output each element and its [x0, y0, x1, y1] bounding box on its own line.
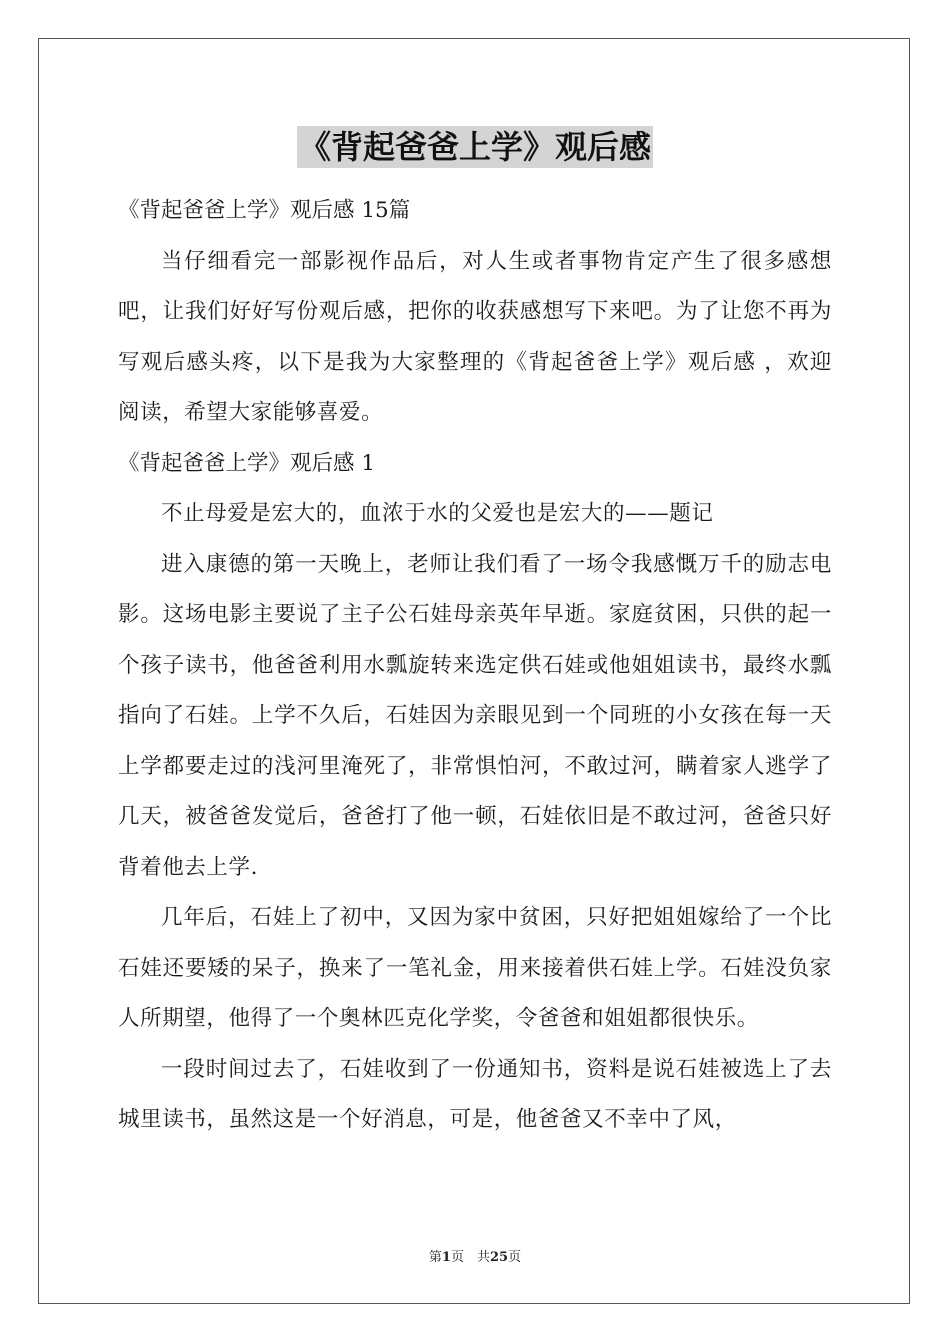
- body-paragraph: 一段时间过去了，石娃收到了一份通知书，资料是说石娃被选上了去城里读书，虽然这是一个好消息，可是，他爸爸又不幸中了风，: [118, 1056, 832, 1132]
- page-number-suffix: 页: [508, 1250, 522, 1265]
- total-page-count: 25: [489, 1250, 509, 1265]
- body-paragraph: 几年后，石娃上了初中，又因为家中贫困，只好把姐姐嫁给了一个比石娃还要矮的呆子，换来了一笔礼金，用来接着供石娃上学。石娃没负家人所期望，他得了一个奥林匹克化学奖，令爸爸和姐姐都很快乐。: [118, 905, 832, 1031]
- page-footer: [0, 1246, 950, 1265]
- document-title: 《背起爸爸上学》观后感: [298, 128, 651, 166]
- page-number-mid: 页 共: [450, 1250, 490, 1265]
- page-number-prefix: 第: [428, 1250, 442, 1265]
- epigraph: 不止母爱是宏大的，血浓于水的父爱也是宏大的——题记: [161, 501, 714, 526]
- body-paragraph: 进入康德的第一天晚上，老师让我们看了一场令我感慨万千的励志电影。这场电影主要说了主子公石娃母亲英年早逝。家庭贫困，只供的起一个孩子读书，他爸爸利用水瓢旋转来选定供石娃或他姐姐读书，最终水瓢指向了石娃。上学不久后，石娃因为亲眼见到一个同班的小女孩在每一天上学都要走过的浅河里淹死了，非常惧怕河，不敢过河，瞒着家人逃学了几天，被爸爸发觉后，爸爸打了他一顿，石娃依旧是不敢过河，爸爸只好背着他去上学.: [118, 551, 832, 880]
- document-subtitle: 《背起爸爸上学》观后感 15篇: [118, 198, 411, 223]
- title-block: [118, 126, 832, 172]
- section-heading: 《背起爸爸上学》观后感 1: [118, 450, 376, 476]
- intro-paragraph: 当仔细看完一部影视作品后，对人生或者事物肯定产生了很多感想吧，让我们好好写份观后感，把你的收获感想写下来吧。为了让您不再为写观后感头疼，以下是我为大家整理的《背起爸爸上学》观后感 ，欢迎阅读，希望大家能够喜爱。: [118, 248, 832, 425]
- document-body: [118, 126, 832, 1146]
- current-page-number: 1: [441, 1250, 451, 1265]
